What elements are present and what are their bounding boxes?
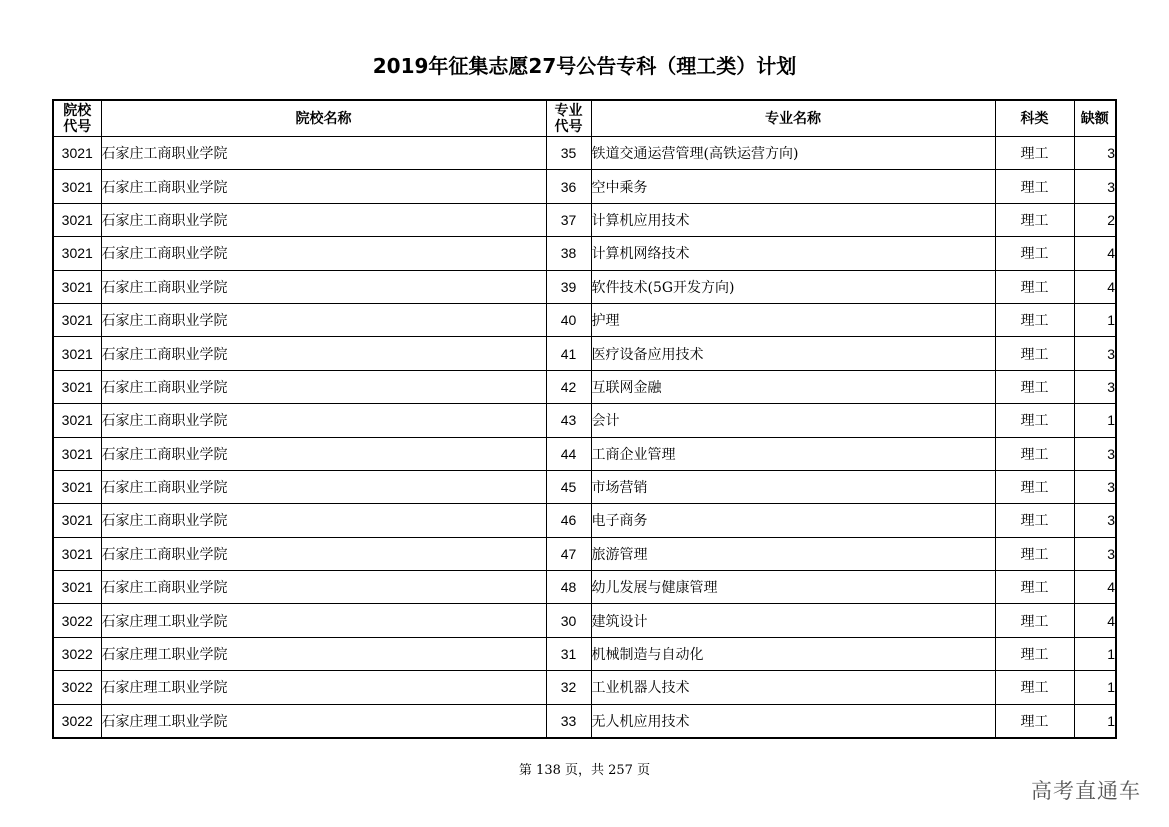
cell-school-code: 3021 (53, 337, 101, 370)
cell-school-code: 3021 (53, 137, 101, 170)
header-category: 科类 (995, 100, 1074, 137)
cell-major-name: 铁道交通运营管理(高铁运营方向) (591, 137, 995, 170)
header-major-code: 专业代号 (546, 100, 591, 137)
cell-school-name: 石家庄工商职业学院 (101, 470, 546, 503)
table-row (53, 637, 1116, 670)
cell-school-name: 石家庄工商职业学院 (101, 537, 546, 570)
cell-quota: 1 (1074, 303, 1116, 336)
cell-major-name: 市场营销 (591, 470, 995, 503)
cell-school-name: 石家庄工商职业学院 (101, 270, 546, 303)
cell-category: 理工 (995, 437, 1074, 470)
cell-school-code: 3021 (53, 203, 101, 236)
cell-school-name: 石家庄工商职业学院 (101, 437, 546, 470)
table-row (53, 437, 1116, 470)
cell-school-code: 3021 (53, 303, 101, 336)
cell-quota: 4 (1074, 270, 1116, 303)
cell-quota: 3 (1074, 137, 1116, 170)
cell-quota: 3 (1074, 170, 1116, 203)
table-row (53, 137, 1116, 170)
cell-school-name: 石家庄工商职业学院 (101, 337, 546, 370)
cell-major-code: 38 (546, 237, 591, 270)
table-row (53, 270, 1116, 303)
table-body (53, 137, 1116, 739)
watermark-text: 高考直通车 (1031, 779, 1141, 803)
cell-school-name: 石家庄工商职业学院 (101, 370, 546, 403)
cell-quota: 3 (1074, 504, 1116, 537)
cell-school-code: 3022 (53, 671, 101, 704)
cell-school-name: 石家庄理工职业学院 (101, 671, 546, 704)
cell-major-name: 电子商务 (591, 504, 995, 537)
cell-school-name: 石家庄工商职业学院 (101, 203, 546, 236)
page-number-footer: 第 138 页，共 257 页 (518, 763, 651, 778)
cell-school-name: 石家庄理工职业学院 (101, 704, 546, 738)
cell-quota: 1 (1074, 704, 1116, 738)
cell-major-code: 36 (546, 170, 591, 203)
cell-school-name: 石家庄理工职业学院 (101, 637, 546, 670)
cell-school-code: 3021 (53, 370, 101, 403)
cell-school-name: 石家庄工商职业学院 (101, 404, 546, 437)
cell-quota: 2 (1074, 203, 1116, 236)
cell-major-code: 39 (546, 270, 591, 303)
cell-quota: 3 (1074, 370, 1116, 403)
table-row (53, 604, 1116, 637)
cell-category: 理工 (995, 203, 1074, 236)
cell-category: 理工 (995, 504, 1074, 537)
cell-category: 理工 (995, 537, 1074, 570)
cell-school-code: 3021 (53, 571, 101, 604)
cell-quota: 4 (1074, 571, 1116, 604)
cell-major-code: 45 (546, 470, 591, 503)
cell-category: 理工 (995, 704, 1074, 738)
cell-quota: 3 (1074, 470, 1116, 503)
cell-school-name: 石家庄工商职业学院 (101, 137, 546, 170)
table-row (53, 370, 1116, 403)
cell-category: 理工 (995, 370, 1074, 403)
cell-quota: 4 (1074, 604, 1116, 637)
cell-major-name: 旅游管理 (591, 537, 995, 570)
cell-major-code: 33 (546, 704, 591, 738)
cell-major-name: 幼儿发展与健康管理 (591, 571, 995, 604)
cell-school-code: 3021 (53, 270, 101, 303)
cell-quota: 1 (1074, 637, 1116, 670)
header-major-name: 专业名称 (591, 100, 995, 137)
cell-major-name: 医疗设备应用技术 (591, 337, 995, 370)
cell-major-code: 30 (546, 604, 591, 637)
cell-major-code: 44 (546, 437, 591, 470)
cell-quota: 4 (1074, 237, 1116, 270)
cell-major-code: 35 (546, 137, 591, 170)
cell-major-code: 32 (546, 671, 591, 704)
cell-major-name: 计算机网络技术 (591, 237, 995, 270)
table-row (53, 337, 1116, 370)
header-quota: 缺额 (1074, 100, 1116, 137)
cell-category: 理工 (995, 637, 1074, 670)
cell-school-code: 3022 (53, 604, 101, 637)
cell-quota: 1 (1074, 671, 1116, 704)
cell-major-name: 护理 (591, 303, 995, 336)
cell-major-code: 31 (546, 637, 591, 670)
cell-major-name: 无人机应用技术 (591, 704, 995, 738)
cell-major-name: 机械制造与自动化 (591, 637, 995, 670)
cell-major-name: 会计 (591, 404, 995, 437)
cell-school-name: 石家庄工商职业学院 (101, 571, 546, 604)
cell-major-name: 互联网金融 (591, 370, 995, 403)
cell-school-code: 3022 (53, 637, 101, 670)
cell-school-code: 3021 (53, 504, 101, 537)
table-row (53, 537, 1116, 570)
table-row (53, 203, 1116, 236)
table-row (53, 504, 1116, 537)
cell-category: 理工 (995, 137, 1074, 170)
cell-school-name: 石家庄理工职业学院 (101, 604, 546, 637)
cell-category: 理工 (995, 404, 1074, 437)
cell-category: 理工 (995, 170, 1074, 203)
enrollment-plan-table (52, 99, 1117, 739)
cell-quota: 3 (1074, 537, 1116, 570)
table-row (53, 704, 1116, 738)
table-row (53, 303, 1116, 336)
cell-category: 理工 (995, 604, 1074, 637)
cell-quota: 1 (1074, 404, 1116, 437)
table-row (53, 237, 1116, 270)
cell-major-code: 48 (546, 571, 591, 604)
cell-major-code: 43 (546, 404, 591, 437)
table-row (53, 671, 1116, 704)
cell-major-name: 空中乘务 (591, 170, 995, 203)
cell-major-code: 46 (546, 504, 591, 537)
cell-category: 理工 (995, 270, 1074, 303)
cell-major-name: 计算机应用技术 (591, 203, 995, 236)
cell-category: 理工 (995, 671, 1074, 704)
cell-school-name: 石家庄工商职业学院 (101, 303, 546, 336)
cell-school-code: 3021 (53, 170, 101, 203)
cell-school-code: 3021 (53, 404, 101, 437)
cell-category: 理工 (995, 571, 1074, 604)
cell-major-name: 软件技术(5G开发方向) (591, 270, 995, 303)
cell-category: 理工 (995, 470, 1074, 503)
cell-category: 理工 (995, 337, 1074, 370)
cell-school-code: 3021 (53, 437, 101, 470)
table-row (53, 170, 1116, 203)
cell-school-code: 3021 (53, 537, 101, 570)
cell-school-code: 3022 (53, 704, 101, 738)
table-header-row (53, 100, 1116, 137)
cell-major-name: 工商企业管理 (591, 437, 995, 470)
cell-school-name: 石家庄工商职业学院 (101, 504, 546, 537)
cell-major-code: 47 (546, 537, 591, 570)
cell-quota: 3 (1074, 437, 1116, 470)
header-school-code: 院校代号 (53, 100, 101, 137)
page-title: 2019年征集志愿27号公告专科（理工类）计划 (372, 54, 797, 78)
cell-school-code: 3021 (53, 237, 101, 270)
cell-major-code: 40 (546, 303, 591, 336)
cell-category: 理工 (995, 303, 1074, 336)
table-row (53, 404, 1116, 437)
cell-school-name: 石家庄工商职业学院 (101, 237, 546, 270)
cell-major-code: 42 (546, 370, 591, 403)
header-school-name: 院校名称 (101, 100, 546, 137)
cell-major-code: 37 (546, 203, 591, 236)
cell-school-code: 3021 (53, 470, 101, 503)
cell-quota: 3 (1074, 337, 1116, 370)
cell-major-name: 工业机器人技术 (591, 671, 995, 704)
table-row (53, 470, 1116, 503)
cell-major-name: 建筑设计 (591, 604, 995, 637)
cell-school-name: 石家庄工商职业学院 (101, 170, 546, 203)
cell-major-code: 41 (546, 337, 591, 370)
table-row (53, 571, 1116, 604)
cell-category: 理工 (995, 237, 1074, 270)
